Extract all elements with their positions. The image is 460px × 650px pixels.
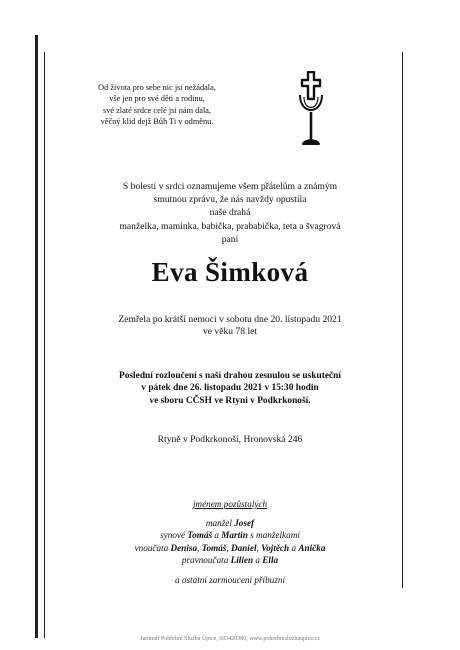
poem-line: věčný klid dejž Bůh Ti v odměnu.	[100, 117, 214, 127]
funeral-line: v pátek dne 26. listopadu 2021 v 15:30 hodin	[141, 383, 319, 394]
mourner-text: a	[289, 542, 299, 553]
mourner-name: Martin	[221, 530, 248, 541]
death-info	[70, 314, 390, 339]
poem-block	[77, 82, 237, 128]
mourner-text: manžel	[205, 517, 235, 528]
mourner-text: a	[253, 555, 263, 566]
mourner-text: pravnoučata	[181, 555, 231, 566]
funeral-line: Poslední rozloučení s naší drahou zesnulou se uskuteční	[118, 371, 341, 381]
intro-line: manželka, maminka, babička, prababička, teta a švagrová	[119, 220, 341, 232]
mourner-line	[70, 517, 390, 530]
mourner-name: Ella	[262, 555, 279, 566]
mourners-lead: jménem pozůstalých	[192, 499, 268, 509]
death-line: Zemřela po krátší nemoci v sobotu dne 20. listopadu 2021	[118, 314, 342, 325]
mourner-name: Tomáš	[201, 542, 227, 553]
mourner-name: Daniel	[230, 542, 257, 553]
mourners-closing: a ostatní zarmoucení příbuzní	[175, 574, 285, 585]
mourner-line	[70, 529, 390, 542]
mourner-line	[70, 542, 390, 555]
mourner-name: Anička	[298, 542, 326, 553]
border-line-right	[402, 52, 403, 588]
footer-text: Jaroměř Pohřební Služba Úpice, 603420380, www.pohrebnisluzbaupice.cz	[140, 636, 320, 642]
funeral-info	[70, 370, 390, 407]
address: Rtyně v Podkrkonoší, Hronovská 246	[157, 434, 303, 445]
mourner-name: Josef	[234, 517, 255, 528]
cross-chalice-icon	[296, 71, 326, 158]
mourner-text: s manželkami	[247, 530, 300, 541]
mourner-text: ,	[197, 542, 202, 553]
intro-line: smutnou zprávu, že nás navždy opustila	[153, 194, 307, 206]
intro-line: naše drahá	[209, 207, 251, 219]
border-line-left-thick	[35, 35, 38, 638]
deceased-name: Eva Šimková	[151, 257, 309, 287]
border-line-left-thin	[44, 52, 45, 638]
mourner-name: Tomáš	[187, 530, 213, 541]
mourner-name: Lilien	[230, 555, 254, 566]
funeral-line: ve sboru CČSH ve Rtyni v Podkrkonoší.	[149, 395, 311, 406]
poem-line: Od života pro sebe nic jsi nežádala,	[98, 83, 216, 92]
poem-line: vše jen pro své děti a rodinu,	[109, 94, 205, 104]
mourner-text: a	[212, 530, 222, 541]
intro-line: paní	[221, 233, 239, 245]
mourner-line	[70, 554, 390, 567]
intro-line: S bolestí v srdci oznamujeme všem přátelům a známým	[122, 181, 338, 192]
mourner-text: ,	[256, 542, 262, 553]
mourner-text: vnoučata	[134, 542, 171, 553]
mourners-block	[70, 498, 390, 587]
poem-line: své zlaté srdce celé jsi nám dala,	[102, 105, 212, 115]
mourner-name: Vojtěch	[261, 542, 290, 553]
announcement-intro	[70, 180, 390, 246]
mourner-name: Denisa	[170, 542, 198, 553]
mourner-text: ,	[226, 542, 231, 553]
death-line: ve věku 78 let	[202, 326, 258, 338]
mourner-text: synové	[160, 530, 188, 541]
